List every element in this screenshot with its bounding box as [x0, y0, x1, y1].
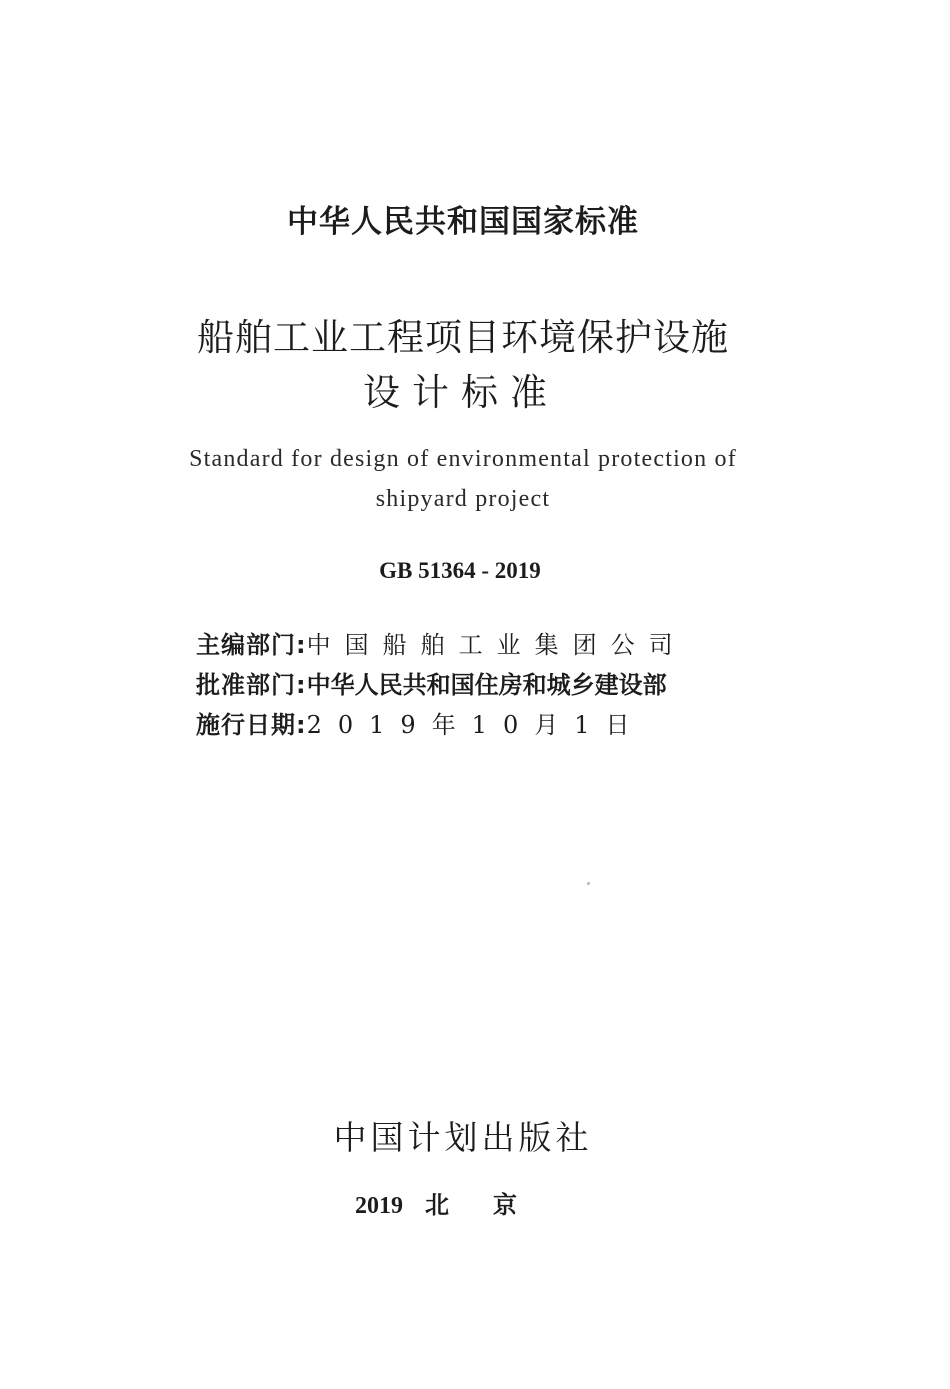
effective-date-value: 2019年10月1日 — [306, 710, 646, 739]
scan-speck — [587, 882, 590, 885]
approver-value: 中华人民共和国住房和城乡建设部 — [306, 670, 667, 699]
editor-value: 中国船舶工业集团公司 — [306, 630, 687, 659]
approver-label: 批准部门: — [196, 670, 307, 699]
title-chinese-line-2: 设计标准 — [363, 371, 559, 414]
title-chinese-line-1: 船舶工业工程项目环境保护设施 — [197, 316, 729, 359]
effective-date-label: 施行日期: — [196, 710, 307, 739]
title-english-line-2: shipyard project — [375, 486, 551, 512]
standard-code: GB 51364 - 2019 — [379, 558, 541, 583]
publication-place — [0, 1185, 933, 1220]
effective-date-row — [196, 702, 736, 742]
title-english-line-1: Standard for design of environmental protection of — [189, 446, 737, 472]
publication-year: 2019 — [355, 1193, 403, 1219]
editor-label: 主编部门: — [196, 630, 307, 659]
publication-city: 北京 — [425, 1191, 561, 1219]
publisher-name: 中国计划出版社 — [333, 1118, 593, 1157]
approver-row — [196, 662, 736, 702]
issuing-info — [196, 622, 736, 742]
editor-row — [196, 622, 736, 662]
national-standard-heading: 中华人民共和国国家标准 — [287, 204, 639, 240]
